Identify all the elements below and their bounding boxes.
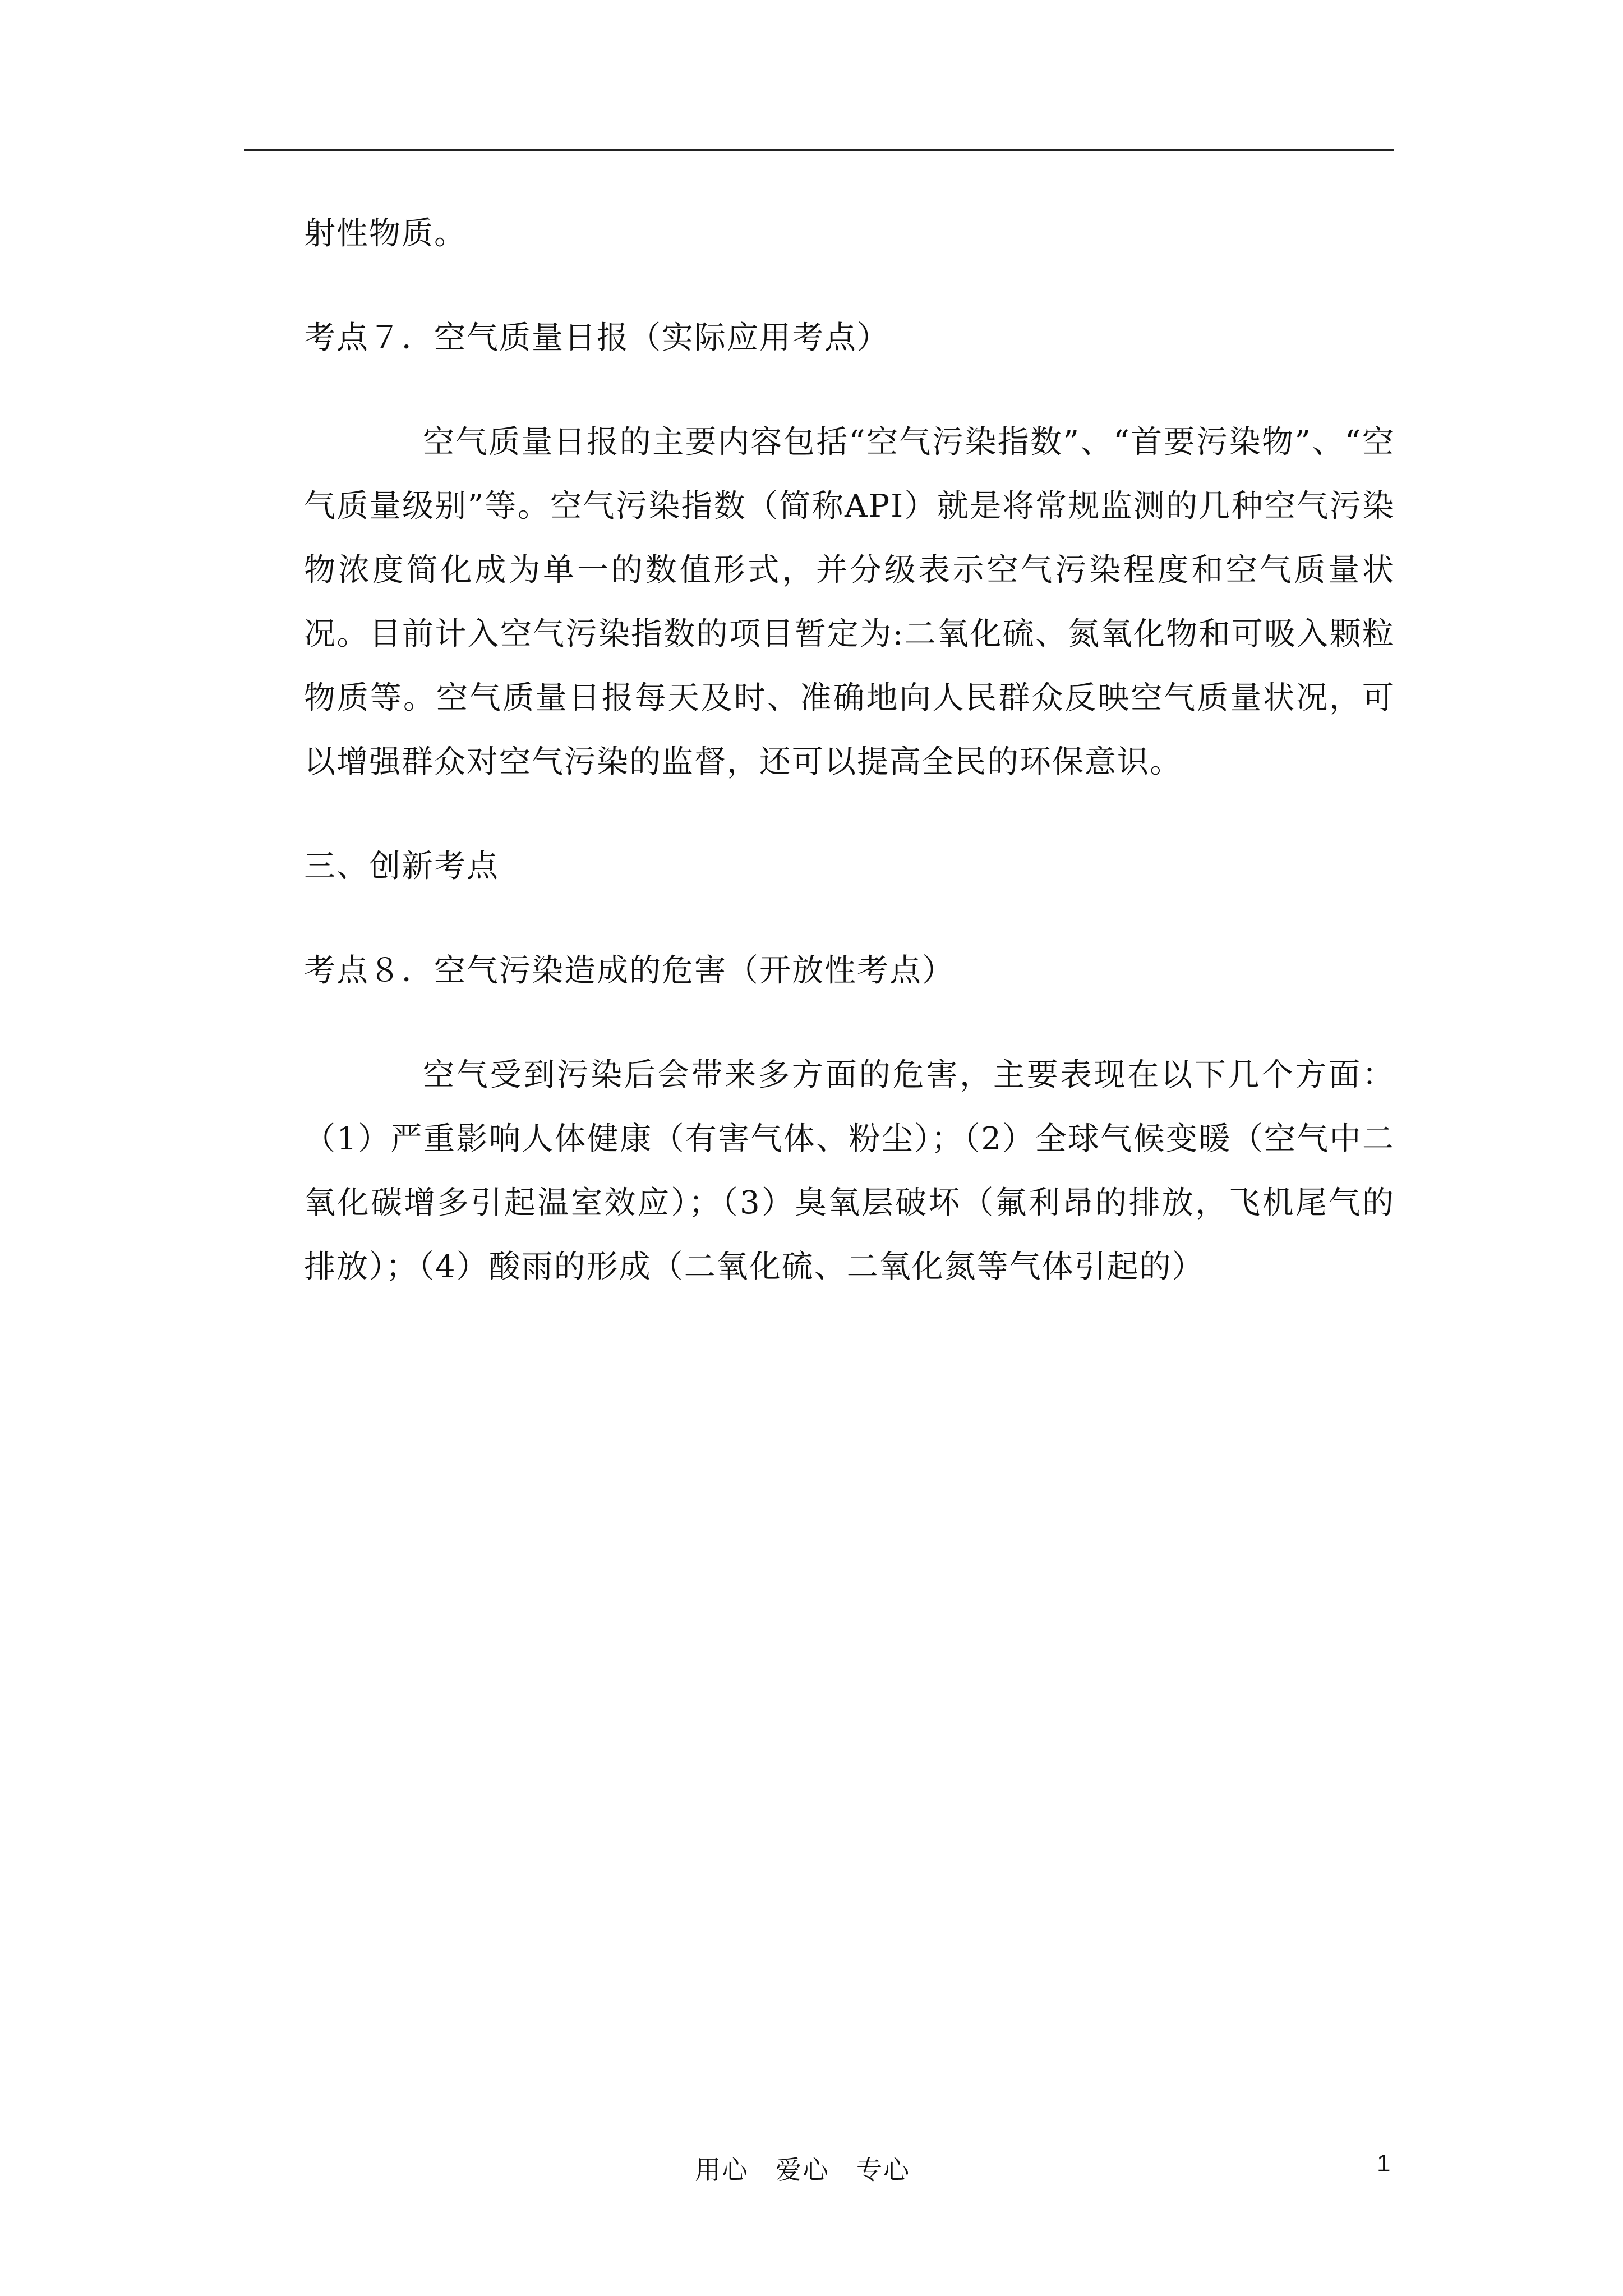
- paragraph-air-quality-report: 空气质量日报的主要内容包括“空气污染指数”、“首要污染物”、“空气质量级别”等。空气污染指数（简称API）就是将常规监测的几种空气污染物浓度简化成为单一的数值形式，并分级表示空气污染程度和空气质量状况。目前计入空气污染指数的项目暂定为:二氧化硫、氮氧化物和可吸入颗粒物质等。空气质量日报每天及时、准确地向人民群众反映空气质量状况，可以增强群众对空气污染的监督，还可以提高全民的环保意识。: [304, 424, 1395, 780]
- section-heading-kaodian-8: 考点８．空气污染造成的危害（开放性考点）: [304, 953, 955, 989]
- paragraph-continuation: 射性物质。: [304, 215, 467, 252]
- paragraph-pollution-hazards: 空气受到污染后会带来多方面的危害，主要表现在以下几个方面：（1）严重影响人体健康（有害气体、粉尘）；（2）全球气候变暖（空气中二氧化碳增多引起温室效应）；（3）臭氧层破坏（氟利昂的排放，飞机尾气的排放）；（4）酸雨的形成（二氧化硫、二氧化氮等气体引起的）: [304, 1057, 1395, 1285]
- header-rule: [244, 149, 1394, 151]
- document-body: [304, 202, 1395, 1299]
- footer-slogan: 用心 爱心 专心: [695, 2155, 910, 2185]
- section-heading-innovation: 三、创新考点: [304, 848, 499, 885]
- page-number: 1: [1377, 2150, 1391, 2177]
- section-heading-kaodian-7: 考点７．空气质量日报（实际应用考点）: [304, 320, 889, 356]
